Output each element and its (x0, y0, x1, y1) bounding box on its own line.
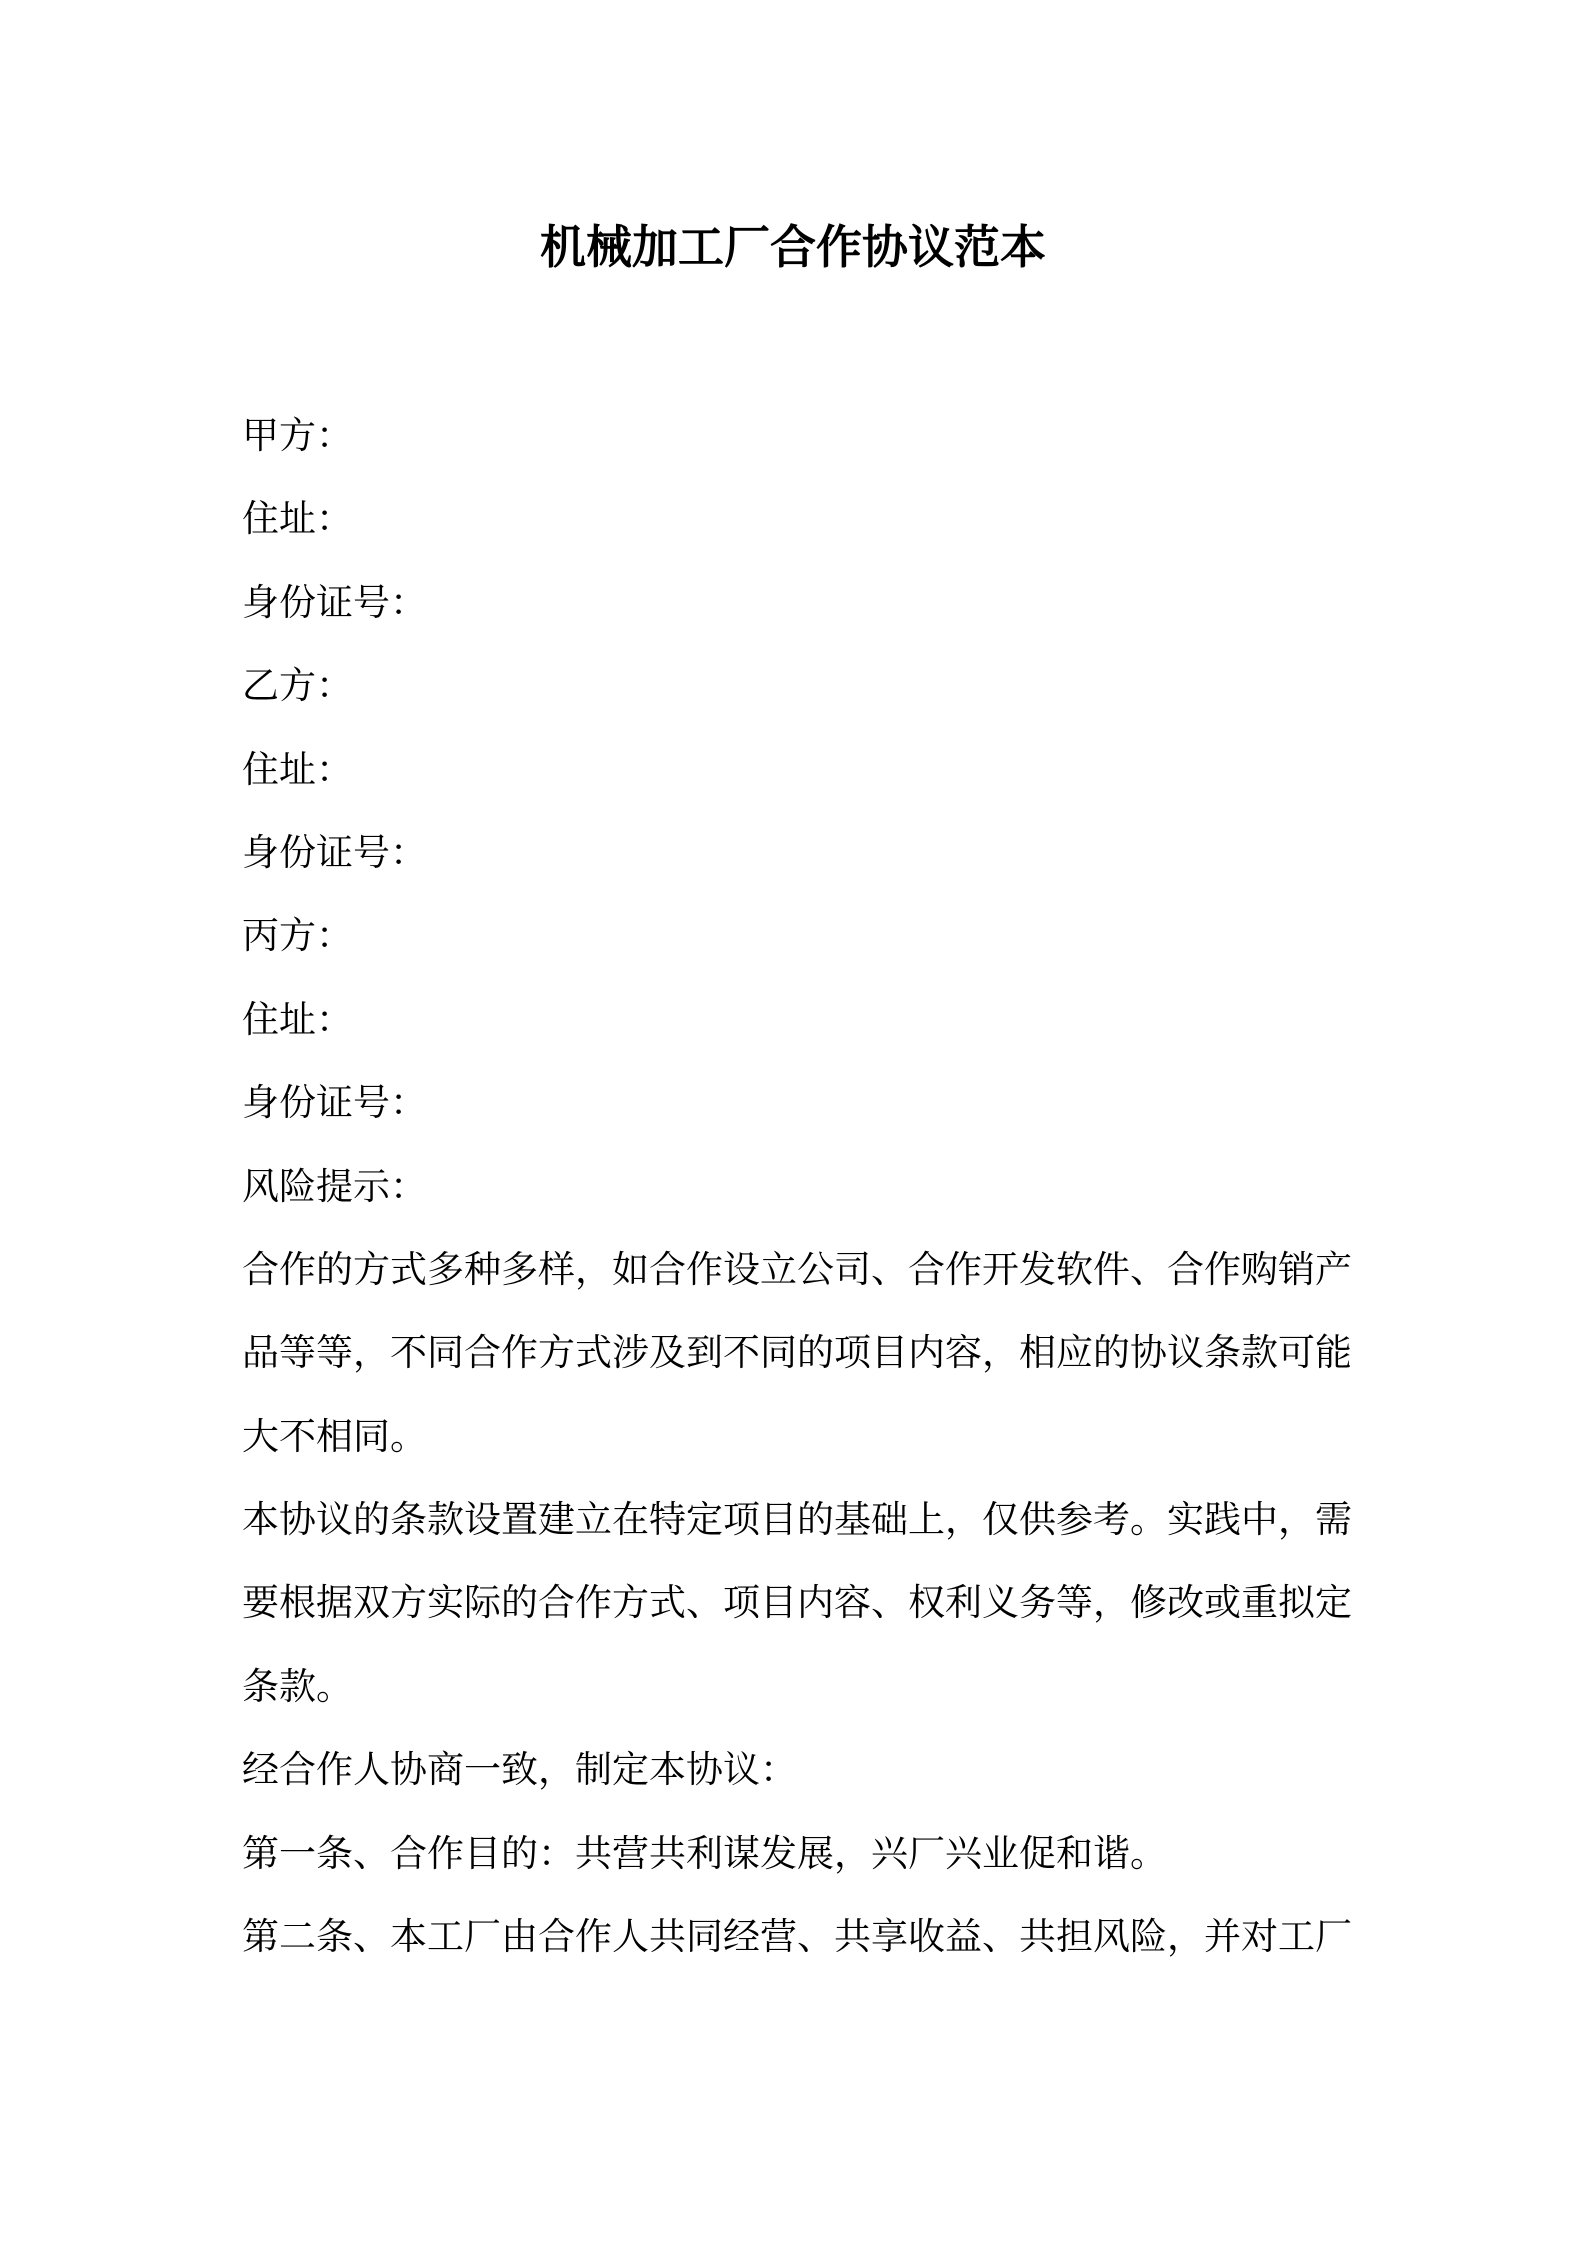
party-c-id-label: 身份证号： (242, 1081, 427, 1125)
risk-notice-paragraph-1 (242, 1228, 1362, 1478)
article-1: 第一条、合作目的：共营共利谋发展，兴厂兴业促和谐。 (242, 1831, 1167, 1875)
paragraph-line: 合作的方式多种多样，如合作设立公司、合作开发软件、合作购销产 (242, 1247, 1352, 1291)
party-b-block (242, 644, 1362, 894)
party-b-label: 乙方： (242, 664, 353, 708)
party-b-id-label: 身份证号： (242, 830, 427, 874)
party-a-address-label: 住址： (242, 497, 353, 541)
party-a-id-label: 身份证号： (242, 580, 427, 624)
risk-notice-paragraph-2 (242, 1478, 1362, 1728)
paragraph-line: 品等等，不同合作方式涉及到不同的项目内容，相应的协议条款可能 (242, 1331, 1352, 1375)
document-body (242, 394, 1362, 1978)
risk-notice-section (242, 1145, 1362, 1729)
party-a-label: 甲方： (242, 414, 353, 457)
party-c-address-label: 住址： (242, 997, 353, 1041)
paragraph-line: 本协议的条款设置建立在特定项目的基础上，仅供参考。实践中，需 (242, 1498, 1352, 1542)
paragraph-line: 要根据双方实际的合作方式、项目内容、权利义务等，修改或重拟定 (242, 1581, 1352, 1625)
document-title: 机械加工厂合作协议范本 (540, 220, 1046, 274)
party-b-address-label: 住址： (242, 747, 353, 791)
party-c-label: 丙方： (242, 914, 353, 958)
party-c-block (242, 894, 1362, 1144)
party-a-block (242, 394, 1362, 644)
article-2: 第二条、本工厂由合作人共同经营、共享收益、共担风险，并对工厂 (242, 1915, 1352, 1959)
paragraph-line: 大不相同。 (242, 1414, 427, 1458)
risk-notice-heading: 风险提示： (242, 1164, 427, 1208)
articles-list (242, 1812, 1362, 1979)
agreement-preamble: 经合作人协商一致，制定本协议： (242, 1748, 797, 1792)
paragraph-line: 条款。 (242, 1664, 353, 1708)
